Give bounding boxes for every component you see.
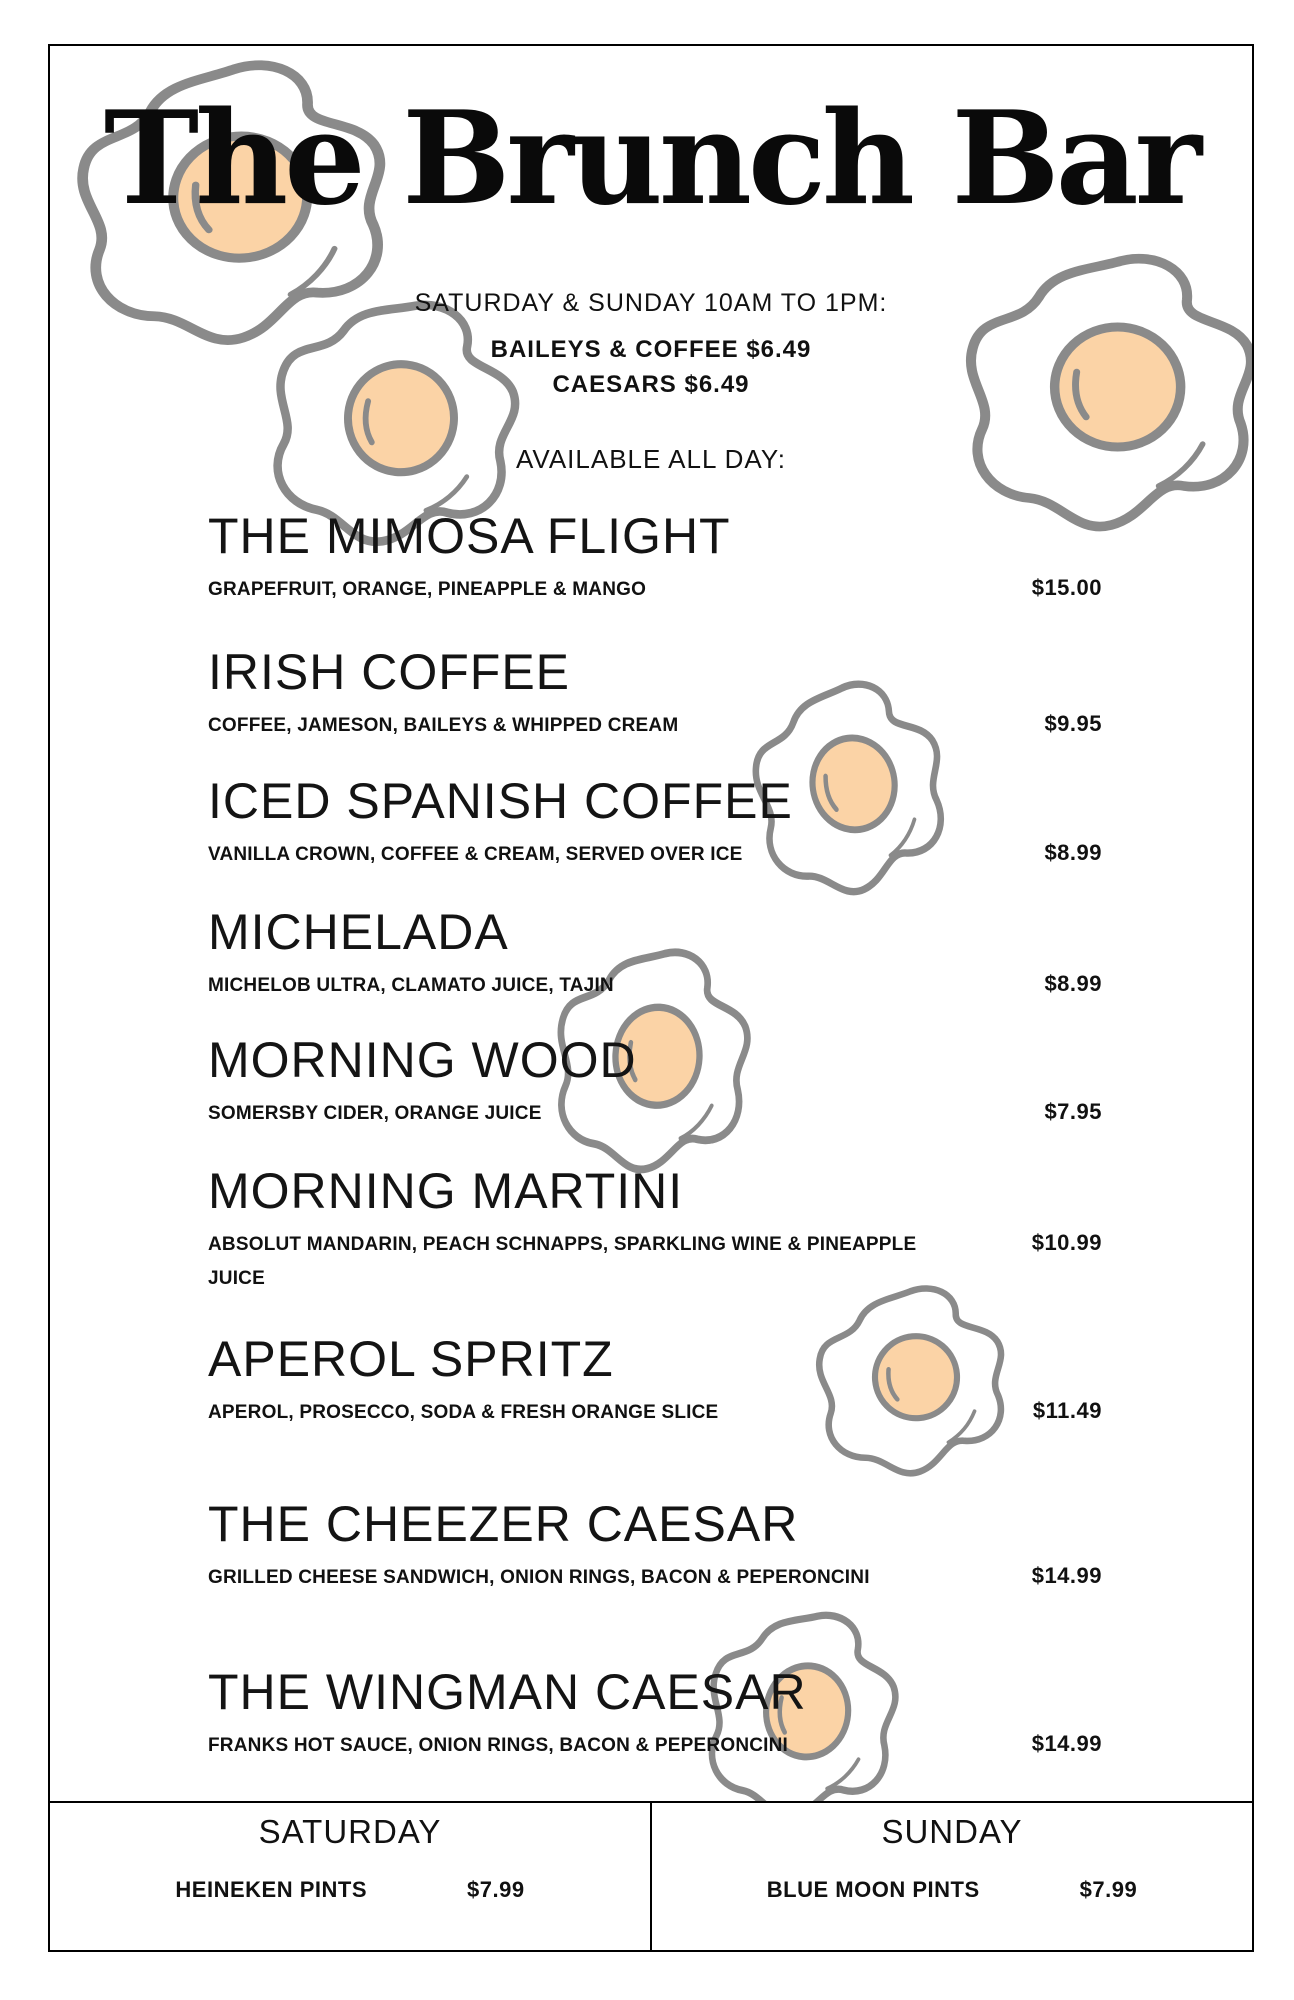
item-price: $8.99	[1044, 971, 1102, 996]
menu-page	[48, 44, 1254, 1952]
item-description: ABSOLUT MANDARIN, PEACH SCHNAPPS, SPARKLING WINE & PINEAPPLE JUICE	[208, 1234, 917, 1290]
item-description: COFFEE, JAMESON, BAILEYS & WHIPPED CREAM	[208, 715, 679, 736]
hours-line: SATURDAY & SUNDAY 10AM TO 1PM:	[414, 289, 888, 317]
item-price: $7.95	[1044, 1099, 1102, 1124]
item-name: ICED SPANISH COFFEE	[208, 773, 793, 829]
sunday-header: SUNDAY	[881, 1813, 1023, 1850]
sunday-item: BLUE MOON PINTS	[766, 1877, 980, 1902]
menu-item-michelada	[208, 905, 1102, 1003]
menu-item-aperol-spritz	[208, 1332, 1102, 1430]
item-description: GRILLED CHEESE SANDWICH, ONION RINGS, BACON & PEPERONCINI	[208, 1567, 870, 1588]
sunday-cell	[652, 1803, 1252, 1950]
item-name: MORNING WOOD	[208, 1032, 637, 1088]
item-name: MORNING MARTINI	[208, 1163, 684, 1219]
special-baileys-coffee: BAILEYS & COFFEE $6.49	[490, 336, 812, 363]
item-price: $15.00	[1031, 575, 1102, 600]
item-price: $10.99	[1031, 1230, 1102, 1255]
item-name: THE CHEEZER CAESAR	[208, 1496, 799, 1552]
menu-item-wingman-caesar	[208, 1665, 1102, 1763]
item-price: $9.95	[1044, 711, 1102, 736]
saturday-item: HEINEKEN PINTS	[175, 1877, 368, 1902]
item-price: $8.99	[1044, 840, 1102, 865]
menu-item-morning-martini	[208, 1164, 1102, 1296]
weekend-specials-table	[50, 1801, 1252, 1950]
saturday-price: $7.99	[467, 1877, 525, 1902]
item-price: $14.99	[1031, 1563, 1102, 1588]
menu-item-irish-coffee	[208, 645, 1102, 743]
item-name: THE WINGMAN CAESAR	[208, 1664, 807, 1720]
menu-item-morning-wood	[208, 1033, 1102, 1131]
saturday-header: SATURDAY	[258, 1813, 442, 1850]
item-description: GRAPEFRUIT, ORANGE, PINEAPPLE & MANGO	[208, 579, 647, 600]
item-name: MICHELADA	[208, 904, 509, 960]
item-name: THE MIMOSA FLIGHT	[208, 508, 731, 564]
item-description: APEROL, PROSECCO, SODA & FRESH ORANGE SLICE	[208, 1402, 719, 1423]
menu-title: The Brunch Bar	[103, 84, 1199, 234]
menu-item-mimosa-flight	[208, 509, 1102, 607]
item-description: FRANKS HOT SAUCE, ONION RINGS, BACON & PEPERONCINI	[208, 1735, 789, 1756]
availability-line: AVAILABLE ALL DAY:	[516, 444, 786, 474]
item-name: APEROL SPRITZ	[208, 1331, 614, 1387]
item-description: VANILLA CROWN, COFFEE & CREAM, SERVED OVER ICE	[208, 844, 743, 865]
menu-item-cheezer-caesar	[208, 1497, 1102, 1595]
item-description: SOMERSBY CIDER, ORANGE JUICE	[208, 1103, 542, 1124]
special-caesars: CAESARS $6.49	[552, 371, 750, 398]
sunday-price: $7.99	[1079, 1877, 1138, 1902]
item-description: MICHELOB ULTRA, CLAMATO JUICE, TAJIN	[208, 975, 614, 996]
item-price: $14.99	[1031, 1731, 1102, 1756]
saturday-cell	[50, 1803, 650, 1950]
item-name: IRISH COFFEE	[208, 644, 571, 700]
item-price: $11.49	[1032, 1398, 1102, 1423]
menu-item-iced-spanish-coffee	[208, 774, 1102, 872]
